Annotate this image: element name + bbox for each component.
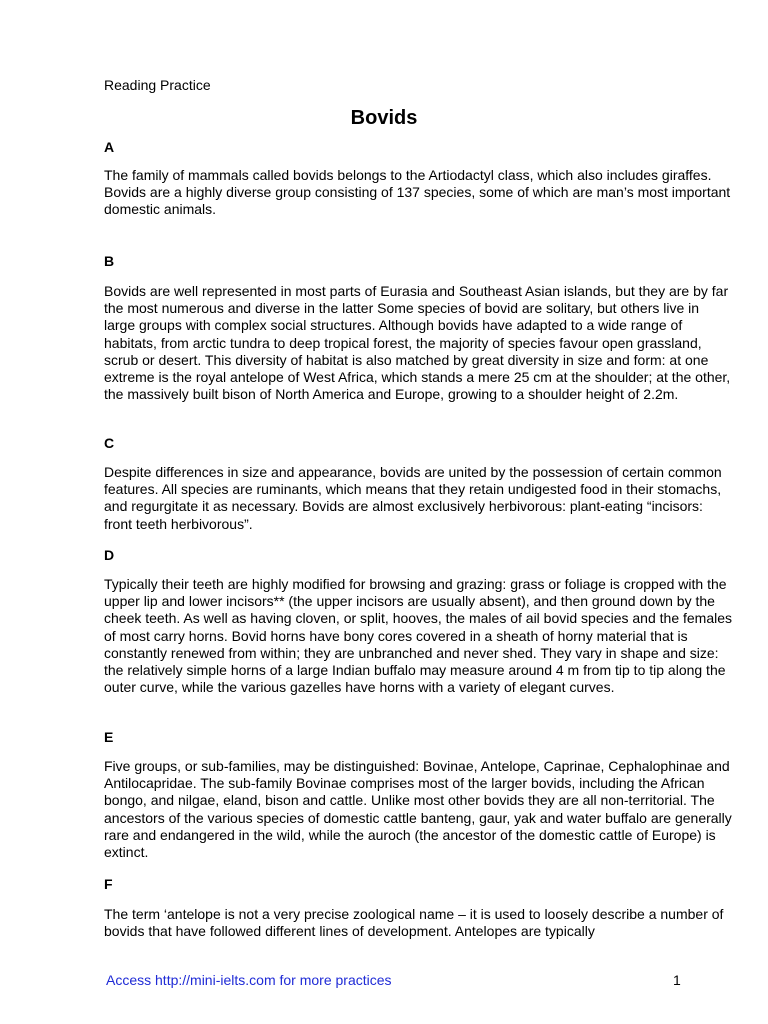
page-number: 1 (673, 972, 681, 988)
paragraph-f: The term ‘antelope is not a very precise zoological name – it is used to loosely describe a number of bovids that have followed different lines of development. Antelopes are typically (104, 906, 724, 940)
section-letter-b: B (104, 253, 115, 269)
paragraph-a: The family of mammals called bovids belongs to the Artiodactyl class, which also includes giraffes. Bovids are a highly diverse group consisting of 137 species, some of which are man’s most important domestic animals. (104, 167, 731, 218)
section-letter-c: C (104, 435, 115, 451)
page-title: Bovids (350, 107, 418, 129)
section-letter-d: D (104, 547, 115, 563)
section-letter-a: A (104, 139, 115, 155)
footer-link[interactable]: Access http://mini-ielts.com for more practices (106, 972, 392, 988)
paragraph-d: Typically their teeth are highly modified for browsing and grazing: grass or foliage is cropped with the upper lip and lower incisors** (the upper incisors are usually absent), and then ground down by the cheek teeth. As well as having cloven, or split, hooves, the males of ail bovid species and the females of most carry horns. Bovid horns have bony cores covered in a sheath of horny material that is constantly renewed from within; they are unbranched and never shed. They vary in shape and size: the relatively simple horns of a large Indian buffalo may measure around 4 m from tip to tip along the outer curve, while the various gazelles have horns with a variety of elegant curves. (104, 576, 733, 696)
paragraph-c: Despite differences in size and appearance, bovids are united by the possession of certain common features. All species are ruminants, which means that they retain undigested food in their stomachs, and regurgitate it as necessary. Bovids are almost exclusively herbivorous: plant-eating “incisors: front teeth herbivorous”. (104, 464, 722, 532)
section-letter-f: F (104, 876, 113, 892)
header-label: Reading Practice (104, 77, 211, 93)
section-letter-e: E (104, 729, 114, 745)
paragraph-e: Five groups, or sub-families, may be distinguished: Bovinae, Antelope, Caprinae, Cephalophinae and Antilocapridae. The sub-family Bovinae comprises most of the larger bovids, including the African bongo, and nilgae, eland, bison and cattle. Unlike most other bovids they are all non-territorial. The ancestors of the various species of domestic cattle banteng, gaur, yak and water buffalo are generally rare and endangered in the wild, while the auroch (the ancestor of the domestic cattle of Europe) is extinct. (104, 758, 732, 861)
paragraph-b: Bovids are well represented in most parts of Eurasia and Southeast Asian islands, but they are by far the most numerous and diverse in the latter Some species of bovid are solitary, but others live in large groups with complex social structures. Although bovids have adapted to a wide range of habitats, from arctic tundra to deep tropical forest, the majority of species favour open grassland, scrub or desert. This diversity of habitat is also matched by great diversity in size and form: at one extreme is the royal antelope of West Africa, which stands a mere 25 cm at the shoulder; at the other, the massively built bison of North America and Europe, growing to a shoulder height of 2.2m. (104, 283, 731, 403)
